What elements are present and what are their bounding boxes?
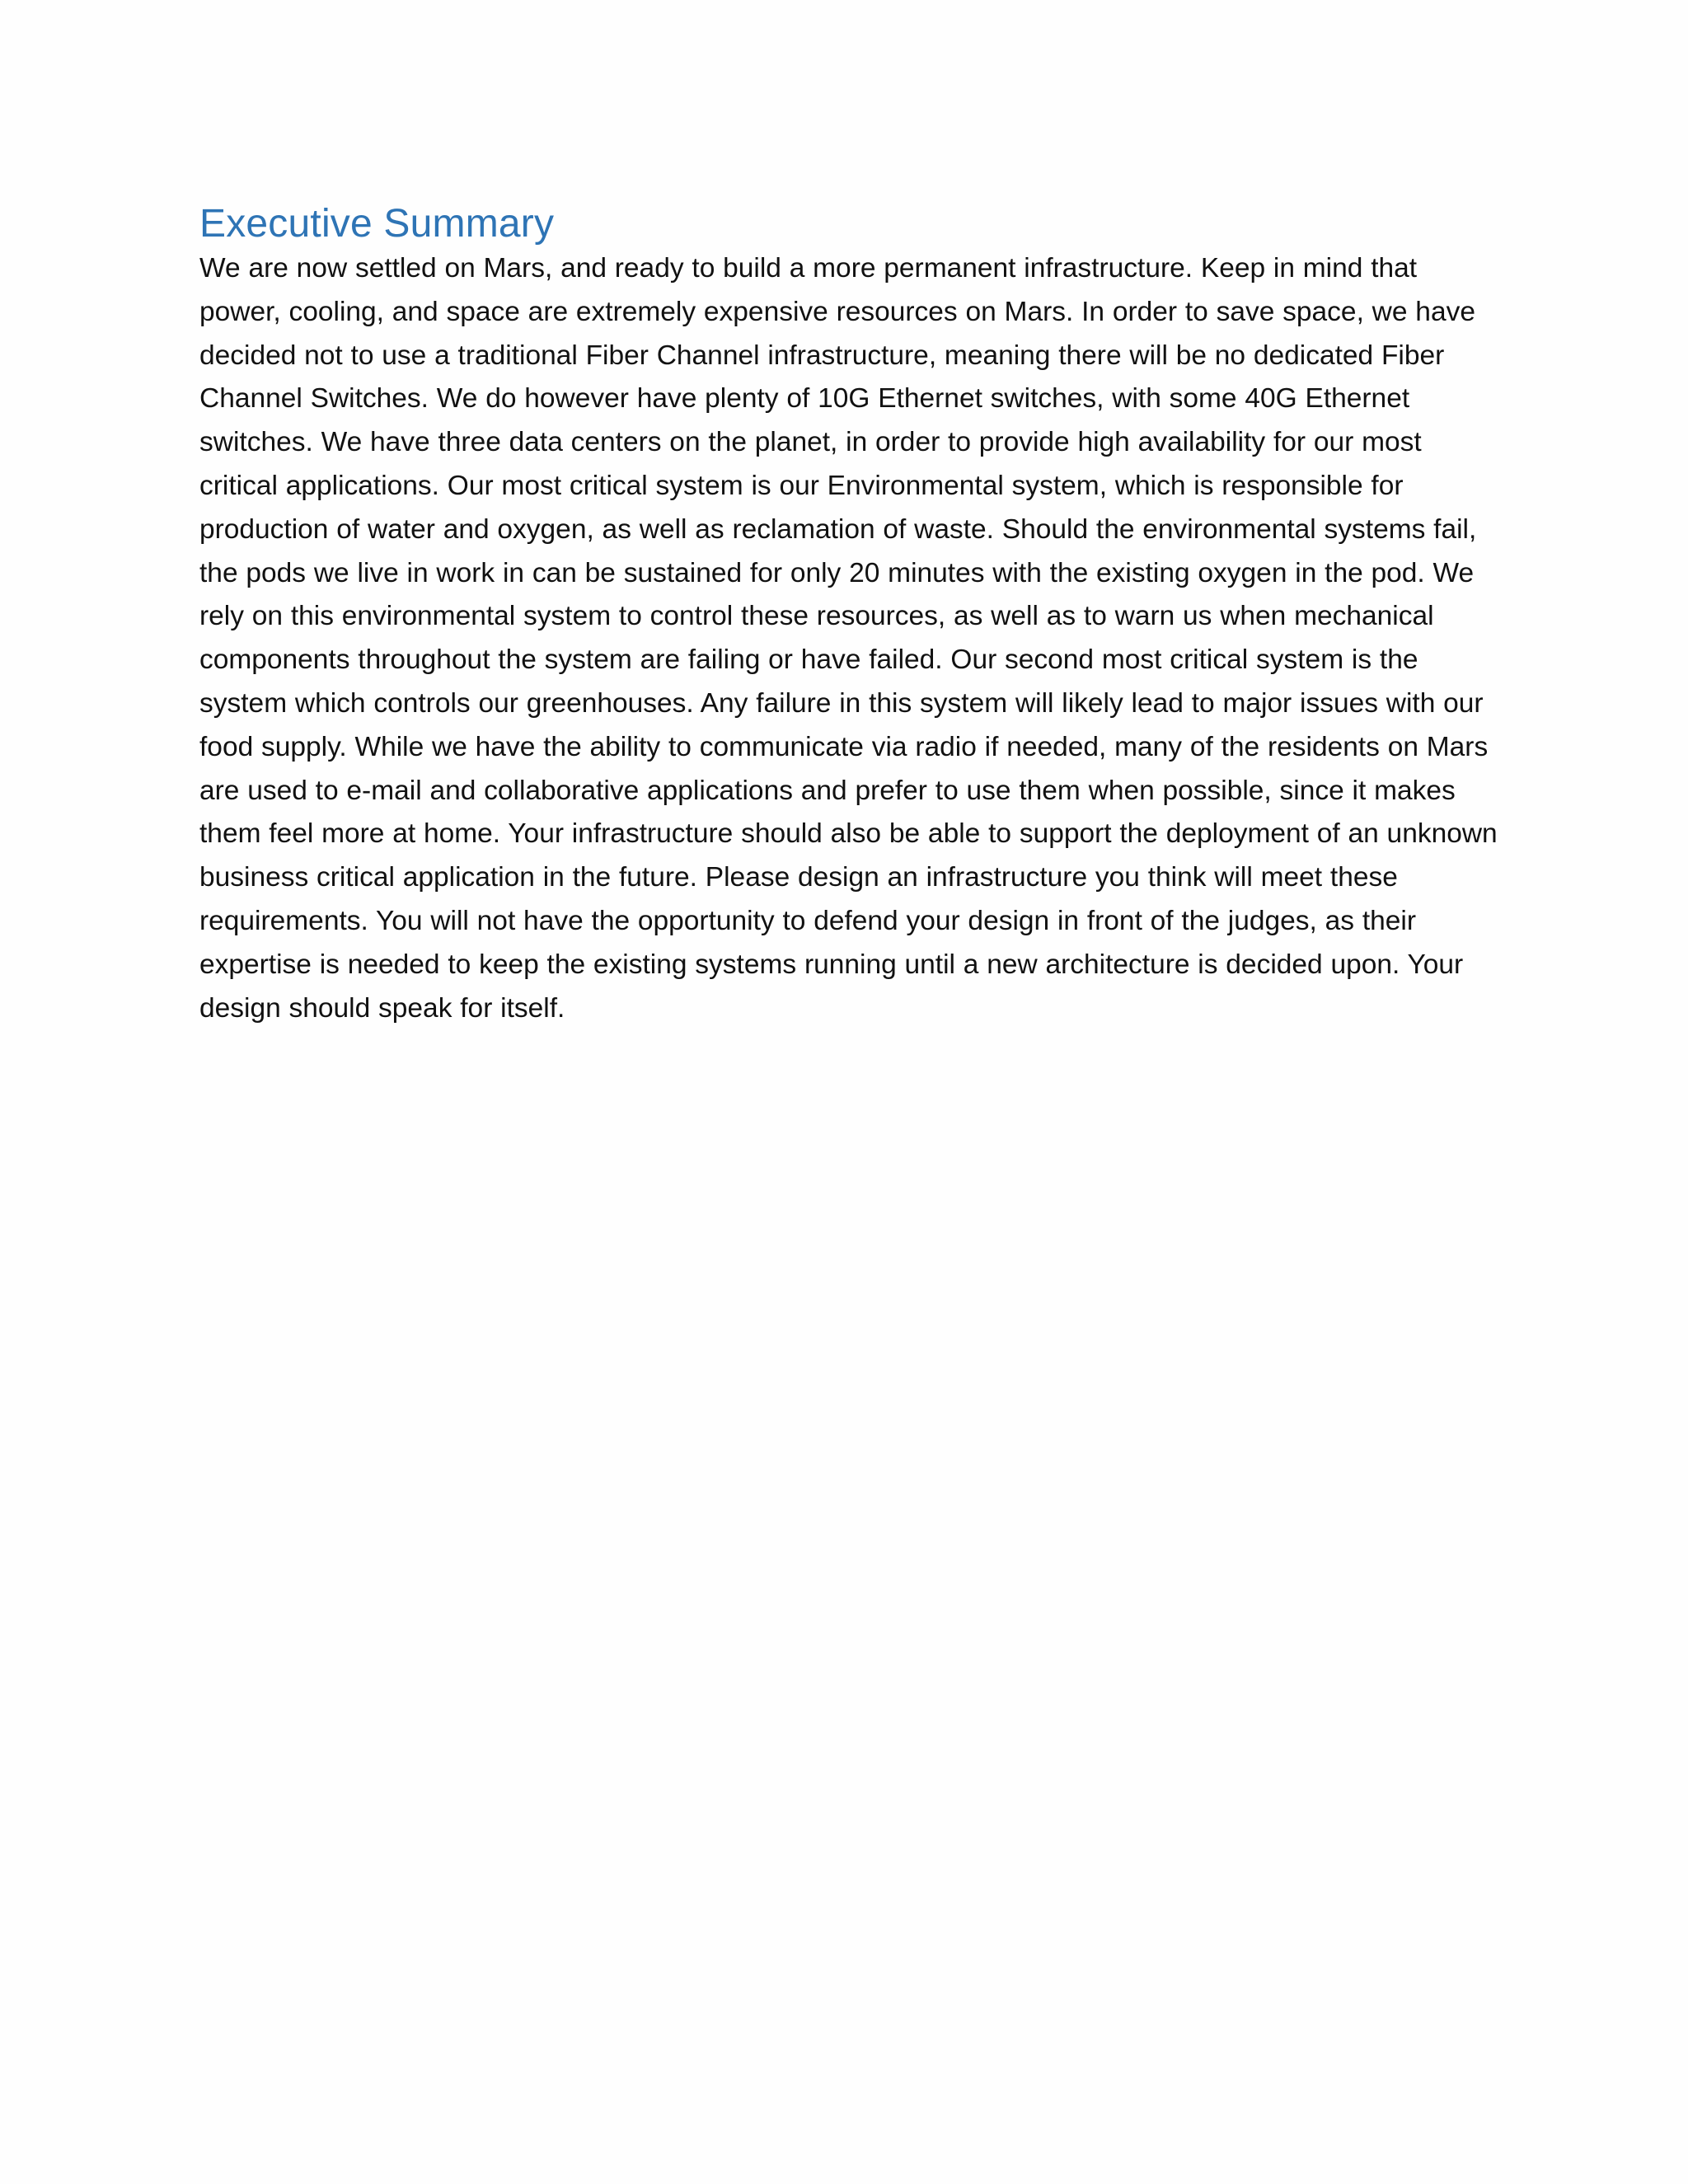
document-content bbox=[199, 198, 1502, 1030]
summary-paragraph: We are now settled on Mars, and ready to build a more permanent infrastructure. Keep in mind that power, cooling, and space are extremely expensive resources on Mars. In order to save space, we have decided not to use a traditional Fiber Channel infrastructure, meaning there will be no dedicated Fiber Channel Switches. We do however have plenty of 10G Ethernet switches, with some 40G Ethernet switches. We have three data centers on the planet, in order to provide high availability for our most critical applications. Our most critical system is our Environmental system, which is responsible for production of water and oxygen, as well as reclamation of waste. Should the environmental systems fail, the pods we live in work in can be sustained for only 20 minutes with the existing oxygen in the pod. We rely on this environmental system to control these resources, as well as to warn us when mechanical components throughout the system are failing or have failed. Our second most critical system is the system which controls our greenhouses. Any failure in this system will likely lead to major issues with our food supply. While we have the ability to communicate via radio if needed, many of the residents on Mars are used to e-mail and collaborative applications and prefer to use them when possible, since it makes them feel more at home. Your infrastructure should also be able to support the deployment of an unknown business critical application in the future. Please design an infrastructure you think will meet these requirements. You will not have the opportunity to defend your design in front of the judges, as their expertise is needed to keep the existing systems running until a new architecture is decided upon. Your design should speak for itself. bbox=[199, 253, 1498, 1024]
section-heading: Executive Summary bbox=[199, 202, 555, 246]
